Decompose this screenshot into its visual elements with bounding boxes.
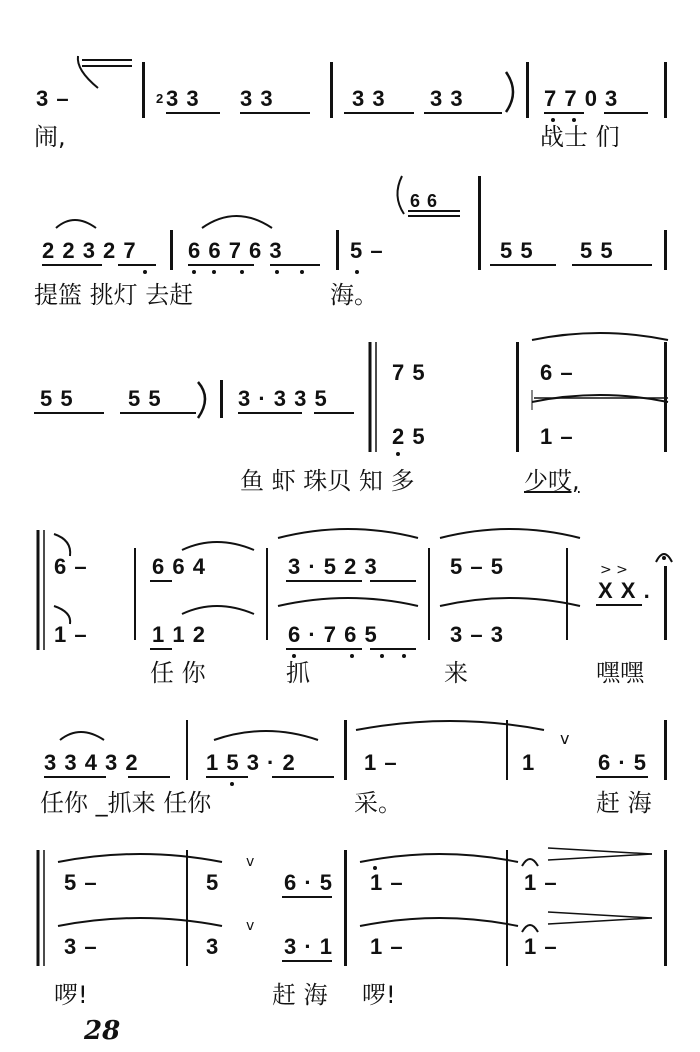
s2-lyric-b: 海。: [330, 281, 378, 309]
s1-measure-2a-notes: 3 3: [166, 86, 200, 111]
s5-lyric-c: 赶 海: [596, 789, 652, 817]
s6-upper-3: 6 · 5: [284, 870, 334, 895]
s4-upper-4: 5 – 5: [450, 554, 504, 579]
s3-measure-0b: 5 5: [128, 386, 162, 411]
s3-lyric-b: 少哎,: [524, 467, 580, 495]
s4-lyric-d: 嘿嘿: [596, 659, 644, 687]
s1-measure-2b-notes: 3 3: [240, 86, 274, 111]
s2-slide-notes: 6 6: [410, 191, 439, 211]
s6-lower-1: 3 –: [64, 934, 98, 959]
s6-lower-4: 1 –: [370, 934, 404, 959]
s4-lower-2: 1 1 2: [152, 622, 206, 647]
s1-measure-3a-notes: 3 3: [352, 86, 386, 111]
s6-upper-5: 1 –: [524, 870, 558, 895]
s4-upper-1: 6 –: [54, 554, 88, 579]
s4-lower-4: 3 – 3: [450, 622, 504, 647]
svg-text:v: v: [246, 918, 255, 934]
s1-lyric-b: 战士 们: [540, 123, 620, 151]
s2-measure-2: 6 6 7 6 3: [188, 238, 283, 263]
barline: [506, 850, 508, 966]
s6-lyric-c: 啰!: [362, 981, 396, 1009]
s1-measure-3b-notes: 3 3: [430, 86, 464, 111]
s3-measure-0a: 5 5: [40, 386, 74, 411]
s6-lower-2: 3: [206, 934, 220, 959]
s1-measure-4: 7 7 0 3: [544, 86, 619, 111]
svg-text:v: v: [246, 854, 255, 870]
s4-lyric-b: 抓: [286, 659, 310, 687]
barline: [344, 850, 347, 966]
s6-lower-5: 1 –: [524, 934, 558, 959]
s5-measure-3: 1 –: [364, 750, 398, 775]
s2-measure-1: 2 2 3 2 7: [42, 238, 137, 263]
s4-lyric-a: 任 你: [150, 659, 206, 687]
svg-text:> >: > >: [600, 562, 628, 578]
high-dot: [373, 866, 377, 870]
s5-measure-1: 3 3 4 3 2: [44, 750, 139, 775]
s6-upper-4: 1 –: [370, 870, 404, 895]
s3-upper-2: 6 –: [540, 360, 574, 385]
s6-lyric-a: 啰!: [54, 981, 88, 1009]
page-number: 28: [84, 1016, 121, 1046]
s5-measure-2: 1 5 3 · 2: [206, 750, 296, 775]
barline: [186, 850, 188, 966]
s4-lyric-c: 来: [444, 659, 468, 687]
s5-measure-5: 6 · 5: [598, 750, 648, 775]
s6-upper-2: 5: [206, 870, 220, 895]
s2-measure-3: 5 –: [350, 238, 384, 263]
s6-upper-1: 5 –: [64, 870, 98, 895]
s1-lyric-a: 闹,: [34, 123, 66, 151]
s3-lyric: 鱼 虾 珠贝 知 多: [240, 467, 415, 495]
s5-lyric-b: 采。: [354, 789, 402, 817]
s2-measure-4a: 5 5: [500, 238, 534, 263]
underline: [282, 960, 332, 962]
s2-measure-4b: 5 5: [580, 238, 614, 263]
s3-upper-1: 7 5: [392, 360, 426, 385]
s1-measure-1: 3 –: [36, 86, 70, 111]
s3-lower-1: 2 5: [392, 424, 426, 449]
s6-lyric-b: 赶 海: [272, 981, 328, 1009]
s1-measure-2a: 2: [156, 91, 165, 106]
s3-measure-1: 3 · 3 3 5: [238, 386, 328, 411]
s4-xx: X X .: [598, 578, 651, 603]
underline: [282, 896, 332, 898]
s4-lower-1: 1 –: [54, 622, 88, 647]
barline: [664, 850, 667, 966]
s4-upper-3: 3 · 5 2 3: [288, 554, 378, 579]
s3-lower-2: 1 –: [540, 424, 574, 449]
s6-lower-3: 3 · 1: [284, 934, 334, 959]
s4-lower-3: 6 · 7 6 5: [288, 622, 378, 647]
s5-lyric-a: 任你 _抓来 任你: [40, 789, 212, 817]
svg-text:v: v: [560, 729, 570, 748]
s5-measure-4: 1: [522, 750, 536, 775]
s4-upper-2: 6 6 4: [152, 554, 206, 579]
s2-lyric-a: 提篮 挑灯 去赶: [34, 281, 194, 309]
